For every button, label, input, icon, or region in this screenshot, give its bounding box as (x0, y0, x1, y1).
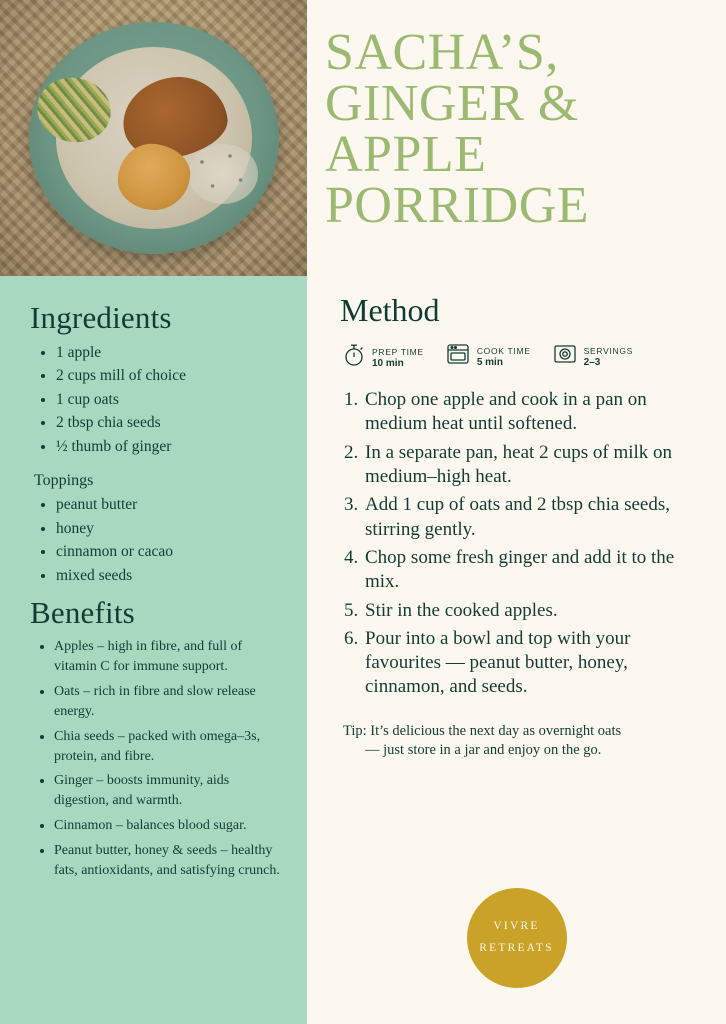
tip-line-1: Tip: It’s delicious the next day as overnight oats (343, 722, 622, 739)
badge-area (307, 761, 726, 1024)
brand-badge (467, 888, 567, 988)
badge-line-2: RETREATS (479, 942, 554, 954)
meta-value: 2–3 (583, 356, 601, 368)
badge-line-1: VIVRE (493, 920, 540, 933)
list-item: • ½ thumb of ginger (56, 436, 285, 458)
benefits-list (30, 637, 285, 881)
meta-label: SERVINGS (583, 345, 634, 356)
method-heading: Method (340, 292, 440, 328)
list-item: • Peanut butter, honey & seeds – healthy fats, antioxidants, and satisfying crunch. (54, 841, 285, 881)
list-item: • 2 tbsp chia seeds (56, 412, 285, 434)
tip-text (343, 722, 692, 761)
meta-value: 10 min (372, 357, 404, 369)
meta-cook-time (446, 343, 531, 370)
list-item: 3. Add 1 cup of oats and 2 tbsp chia seeds, stirring gently. (363, 493, 706, 542)
list-item: • 1 cup oats (56, 389, 285, 411)
stopwatch-icon (343, 343, 365, 372)
list-item: • Ginger – boosts immunity, aids digestion, and warmth. (54, 771, 285, 811)
list-item: 5. Stir in the cooked apples. (363, 599, 706, 623)
list-item: 1. Chop one apple and cook in a pan on medium heat until softened. (363, 388, 706, 437)
plate-icon (553, 343, 577, 370)
meta-prep-time (343, 343, 424, 372)
list-item: 4. Chop some fresh ginger and add it to the mix. (363, 546, 706, 595)
list-item: • 1 apple (56, 342, 285, 364)
chia-seeds-topping (188, 144, 258, 204)
list-item: 2. In a separate pan, heat 2 cups of milk on medium–high heat. (363, 441, 706, 490)
method-steps (325, 388, 706, 700)
toppings-label: Toppings (34, 472, 94, 490)
list-item: • cinnamon or cacao (56, 541, 285, 563)
list-item: • 2 cups mill of choice (56, 365, 285, 387)
ingredients-list (30, 342, 285, 458)
toppings-list (30, 494, 285, 587)
list-item: • peanut butter (56, 494, 285, 516)
ingredients-heading: Ingredients (30, 300, 172, 335)
page-title: SACHA’S, GINGER & APPLE PORRIDGE (325, 24, 590, 234)
meta-servings (553, 343, 633, 370)
list-item: • Apples – high in fibre, and full of vitamin C for immune support. (54, 637, 285, 677)
porridge-photo (0, 0, 307, 276)
meta-value: 5 min (476, 356, 503, 368)
list-item: • honey (56, 518, 285, 540)
meta-label: PREP TIME (372, 346, 424, 357)
list-item: • Cinnamon – balances blood sugar. (54, 816, 285, 836)
list-item: 6. Pour into a bowl and top with your favourites — peanut butter, honey, cinnamon, and seeds. (363, 627, 706, 700)
recipe-meta-row (343, 343, 706, 372)
title-block (307, 0, 726, 276)
meta-label: COOK TIME (476, 345, 531, 356)
right-panel (307, 0, 726, 1024)
list-item: • mixed seeds (56, 565, 285, 587)
left-panel (0, 0, 307, 1024)
tip-line-2: — just store in a jar and enjoy on the go. (365, 742, 602, 759)
oven-icon (446, 343, 470, 370)
list-item: • Oats – rich in fibre and slow release energy. (54, 682, 285, 722)
benefits-heading: Benefits (30, 595, 135, 631)
list-item: • Chia seeds – packed with omega–3s, protein, and fibre. (54, 727, 285, 767)
left-content (0, 276, 307, 886)
method-block (307, 276, 726, 761)
